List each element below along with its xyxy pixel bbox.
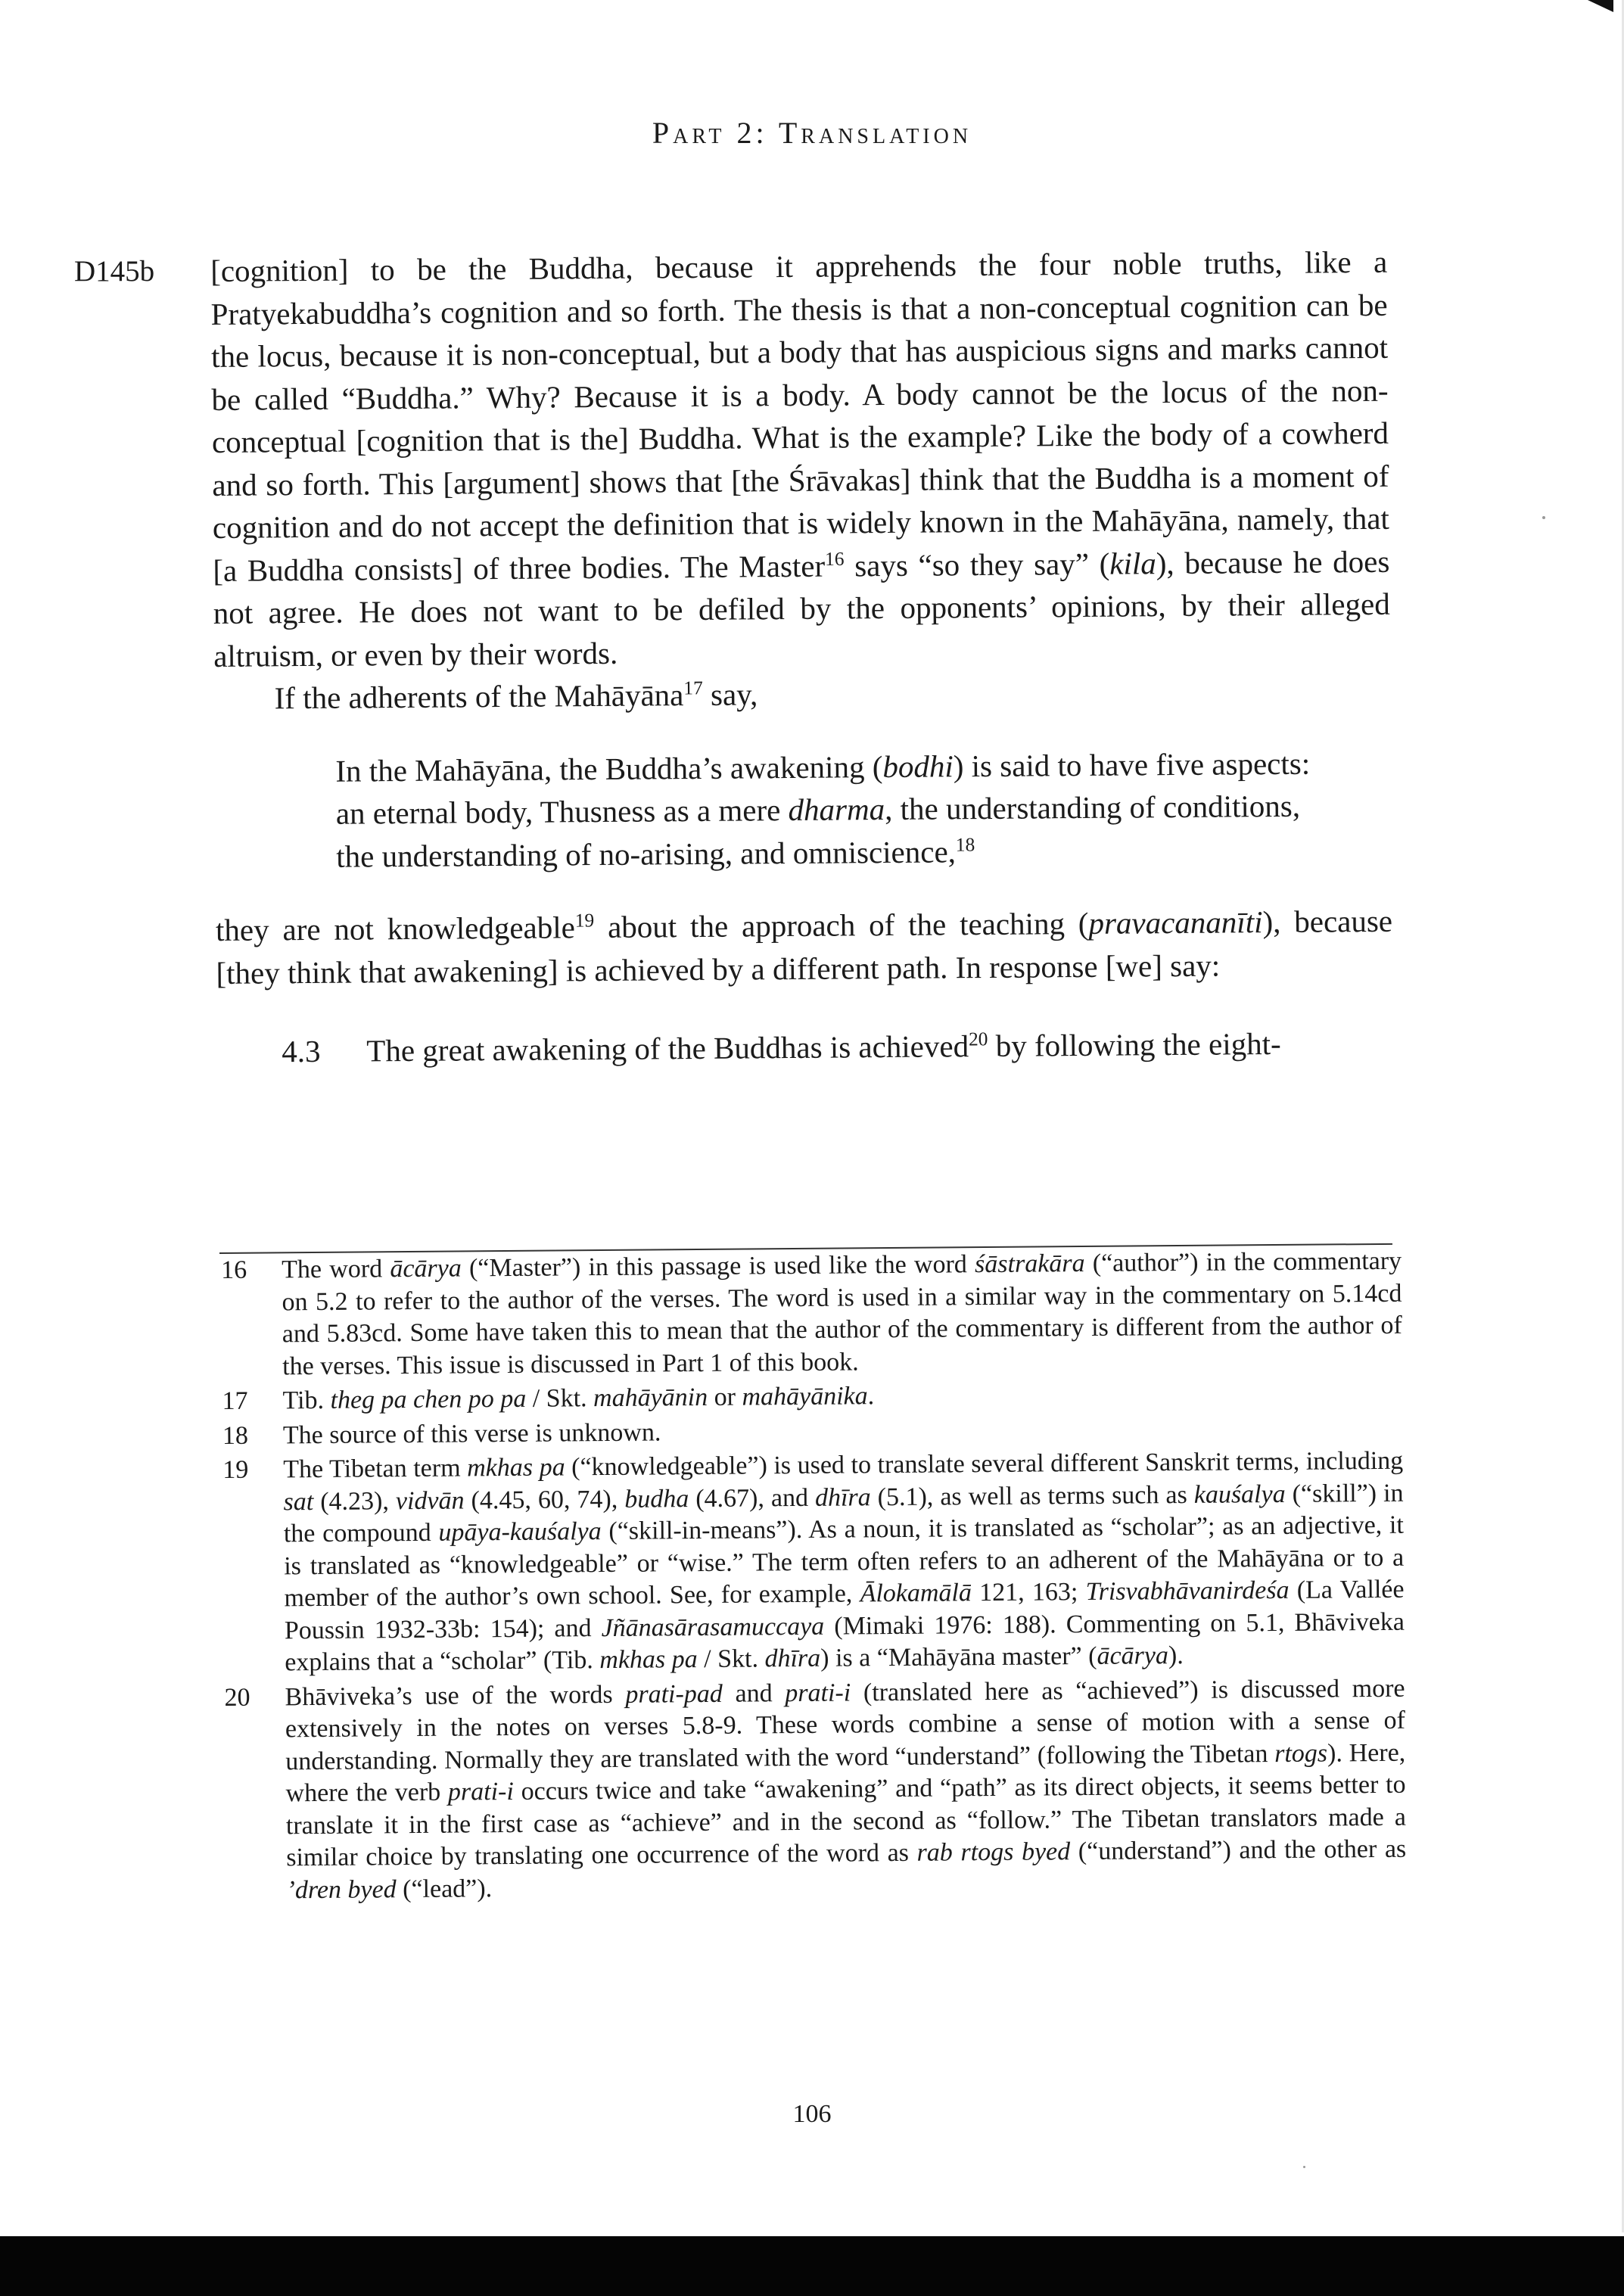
- scan-bottom-edge: [0, 2236, 1624, 2296]
- footnote-run: (Mimaki 1976: 188). Commenting on 5.1, Bhāviveka explains that a “scholar” (Tib.: [285, 1607, 1405, 1677]
- footnote-term: Jñānasārasamuccaya: [601, 1612, 825, 1642]
- footnote-run: (“knowledgeable”) is used to translate several different Sanskrit terms, including: [565, 1446, 1404, 1482]
- paragraph-1: [cognition] to be the Buddha, because it apprehends the four noble truths, like a Pratyekabuddha’s cognition and so forth. The thesis is that a non-conceptual cognition can be the locus, because it is non-conceptual, but a body that has auspicious signs and marks cannot be called “Buddha.” Why? Because it is a body. A body cannot be the locus of the non-conceptual [cognition that is the] Buddha. What is the example? Like the body of a cowherd and so forth. This [argument] shows that [the Śrāvakas] think that the Buddha is a moment of cognition and do not accept the definition that is widely known in the Mahāyāna, namely, that [a Buddha consists] of three bodies. The Master$^{16}$ says “so they say” (kila), because he does not agree. He does not want to be defiled by the opponents’ opinions, by their alleged altruism, or even by their words.: [210, 244, 1390, 674]
- footnote-run: (“Master”) in this passage is used like the word: [461, 1250, 975, 1283]
- main-text: [210, 241, 1394, 1074]
- footnote-number: 17: [222, 1386, 248, 1415]
- running-header: Part 2: Translation: [652, 116, 972, 150]
- footnote-term: upāya-kauśalya: [438, 1517, 602, 1547]
- footnote-run: / Skt.: [526, 1384, 594, 1413]
- footnote-20: [224, 1672, 1406, 1907]
- footnote-number: 20: [224, 1683, 250, 1712]
- footnote-term: theg pa chen po pa: [330, 1384, 527, 1414]
- footnote-run: Tib.: [282, 1386, 331, 1415]
- footnote-term: Trisvabhāvanirdeśa: [1085, 1576, 1290, 1607]
- footnote-run: (“author”) in the commentary on 5.2 to refer to the author of the verses. The word is used in a similar way in the commentary on 5.14cd and 5.83cd. Some have taken this to mean that the author of the commentary is different from the author of the verses. This issue is discussed in Part 1 of this book.: [282, 1246, 1402, 1380]
- footnote-run: (4.67), and: [689, 1483, 816, 1513]
- footnote-term: dhīra: [814, 1482, 871, 1512]
- footnote-term: budha: [624, 1484, 689, 1514]
- footnote-run: ) is a “Mahāyāna master” (: [820, 1641, 1097, 1672]
- footnote-run: / Skt.: [697, 1644, 765, 1674]
- footnote-run: 121, 163;: [971, 1578, 1086, 1607]
- footnote-run: The word: [282, 1255, 390, 1284]
- footnote-run: (“understand”) and the other as: [1070, 1834, 1407, 1866]
- footnote-term: prati-pad: [625, 1679, 723, 1709]
- footnote-text: [283, 1445, 1405, 1679]
- footnote-run: Bhāviveka’s use of the words: [285, 1680, 626, 1711]
- footnote-run: ). Here, where the verb: [285, 1738, 1406, 1808]
- footnote-term: kauśalya: [1193, 1479, 1286, 1509]
- footnote-term: ācārya: [390, 1254, 462, 1283]
- footnote-term: śāstrakāra: [974, 1249, 1085, 1279]
- footnote-run: occurs twice and take “awakening” and “path” as its direct objects, it seems better to translate it in the first case as “achieve” and in the second as “follow.” The Tibetan translators made a similar choice by translating one occurrence of the word as: [285, 1770, 1407, 1872]
- footnote-run: or: [708, 1383, 742, 1411]
- footnote-term: Ālokamālā: [860, 1579, 972, 1608]
- footnote-ref-18[interactable]: 18: [955, 833, 975, 856]
- footnote-ref-19[interactable]: 19: [574, 910, 595, 932]
- verse-number: 4.3: [282, 1033, 321, 1069]
- footnote-run: (“skill-in-means”). As a noun, it is translated as “scholar”; as an adjective, it is translated as “knowledgeable” or “wise.” The term often refers to an adherent of the Mahāyāna or to a member of the author’s own school. See, for example,: [284, 1510, 1405, 1613]
- footnote-run: The Tibetan term: [283, 1454, 468, 1484]
- paragraph-3: they are not knowledgeable$^{19}$ about the approach of the teaching (pravacananīti), because [they think that awakening] is achieved by a different path. In response [we] say:: [215, 903, 1393, 991]
- footnote-text: [283, 1411, 1403, 1451]
- footnote-run: (“skill”) in the compound: [283, 1479, 1404, 1548]
- footnote-term: mkhas pa: [467, 1453, 565, 1482]
- footnote-number: 19: [222, 1455, 249, 1484]
- paragraph-2: If the adherents of the Mahāyāna$^{17}$ say,: [274, 677, 758, 716]
- footnote-term: prati-i: [785, 1678, 851, 1707]
- footnote-16: [221, 1246, 1402, 1383]
- footnote-ref-17[interactable]: 17: [683, 677, 703, 699]
- footnotes: [221, 1246, 1407, 1909]
- footnote-term: sat: [283, 1487, 314, 1516]
- footnote-term: rab rtogs byed: [916, 1837, 1071, 1867]
- footnote-ref-20[interactable]: 20: [968, 1028, 988, 1050]
- footnote-run: (“lead”).: [396, 1874, 493, 1903]
- footnote-run: .: [867, 1382, 875, 1411]
- footnote-term: rtogs: [1274, 1739, 1328, 1768]
- scan-corner-mark: [1588, 0, 1613, 12]
- footnote-term: prati-i: [447, 1777, 515, 1806]
- footnote-term: ācārya: [1097, 1641, 1169, 1670]
- footnote-ref-16[interactable]: 16: [824, 548, 845, 570]
- footnote-text: [282, 1246, 1402, 1383]
- page-number: 106: [792, 2100, 832, 2128]
- marginal-reference: D145b: [74, 255, 155, 288]
- footnote-term: dhīra: [764, 1644, 821, 1673]
- footnote-run: (translated here as “achieved”) is discussed more extensively in the notes on verses 5.8-9. These words combine a sense of motion with a sense of understanding. Normally they are translated with the word “understand” (following the Tibetan: [285, 1674, 1406, 1775]
- footnote-run: (5.1), as well as terms such as: [870, 1480, 1194, 1511]
- footnote-run: and: [722, 1678, 786, 1708]
- footnote-run: (La Vallée Poussin 1932-33b: 154); and: [284, 1575, 1405, 1644]
- footnote-run: ).: [1168, 1641, 1184, 1670]
- footnote-term: ’dren byed: [286, 1874, 397, 1904]
- footnote-text: [282, 1377, 1402, 1417]
- footnote-term: mahāyānika: [742, 1382, 868, 1411]
- footnote-term: mahāyānin: [593, 1383, 708, 1413]
- verse-4-3: 4.3 The great awakening of the Buddhas is achieved$^{20}$ by following the eight-: [216, 1022, 1393, 1074]
- footnote-run: (4.45, 60, 74),: [464, 1485, 625, 1514]
- block-quote: In the Mahāyāna, the Buddha’s awakening (bodhi) is said to have five aspects: an eternal body, Thusness as a mere dharma, the understanding of conditions, the understanding of no-arising, and omniscience,$^{18}$: [335, 745, 1311, 874]
- footnote-term: vidvān: [395, 1486, 465, 1515]
- footnote-run: (4.23),: [313, 1486, 397, 1516]
- scan-speck: [1542, 516, 1545, 519]
- footnote-term: mkhas pa: [599, 1645, 698, 1675]
- scan-speck: [1303, 2166, 1305, 2168]
- footnote-text: [285, 1672, 1406, 1906]
- footnote-number: 16: [221, 1255, 247, 1284]
- footnote-19: [222, 1445, 1405, 1680]
- footnote-run: The source of this verse is unknown.: [282, 1417, 661, 1449]
- footnote-number: 18: [222, 1421, 249, 1450]
